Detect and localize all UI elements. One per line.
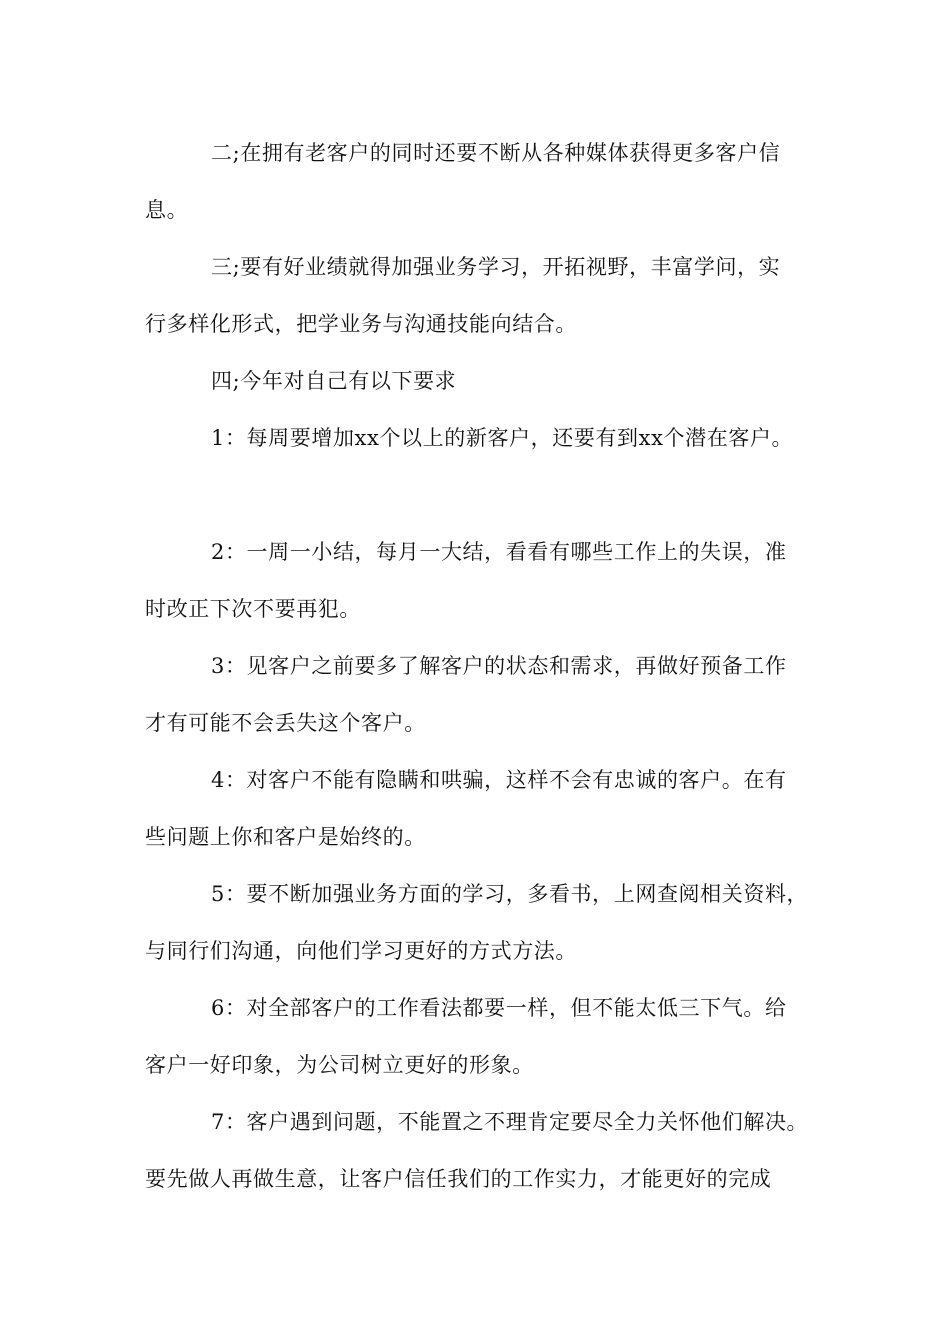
requirement-2-line-2: 时改正下次不要再犯。 <box>145 597 361 621</box>
requirement-3-line-2: 才有可能不会丢失这个客户。 <box>145 711 426 735</box>
requirement-4-line-1: 4：对客户不能有隐瞒和哄骗，这样不会有忠诚的客户。在有 <box>211 768 787 792</box>
requirement-7-line-2: 要先做人再做生意，让客户信任我们的工作实力，才能更好的完成 <box>145 1167 772 1191</box>
paragraph-3-line-1: 三;要有好业绩就得加强业务学习，开拓视野，丰富学问，实 <box>211 255 781 279</box>
requirement-1: 1：每周要增加xx个以上的新客户，还要有到xx个潜在客户。 <box>211 426 794 450</box>
requirement-2-line-1: 2：一周一小结，每月一大结，看看有哪些工作上的失误，准 <box>211 540 787 564</box>
requirement-4-line-2: 些问题上你和客户是始终的。 <box>145 825 426 849</box>
paragraph-2-line-2: 息。 <box>145 198 189 222</box>
paragraph-2-line-1: 二;在拥有老客户的同时还要不断从各种媒体获得更多客户信 <box>211 141 781 165</box>
requirement-6-line-2: 客户一好印象，为公司树立更好的形象。 <box>145 1053 534 1077</box>
requirement-3-line-1: 3：见客户之前要多了解客户的状态和需求，再做好预备工作 <box>211 654 787 678</box>
requirement-5-line-1: 5：要不断加强业务方面的学习，多看书，上网查阅相关资料， <box>211 882 809 906</box>
requirement-6-line-1: 6：对全部客户的工作看法都要一样，但不能太低三下气。给 <box>211 996 787 1020</box>
paragraph-4-heading: 四;今年对自己有以下要求 <box>211 369 457 393</box>
paragraph-3-line-2: 行多样化形式，把学业务与沟通技能向结合。 <box>145 312 577 336</box>
requirement-5-line-2: 与同行们沟通，向他们学习更好的方式方法。 <box>145 939 577 963</box>
requirement-7-line-1: 7：客户遇到问题，不能置之不理肯定要尽全力关怀他们解决。 <box>211 1110 809 1134</box>
